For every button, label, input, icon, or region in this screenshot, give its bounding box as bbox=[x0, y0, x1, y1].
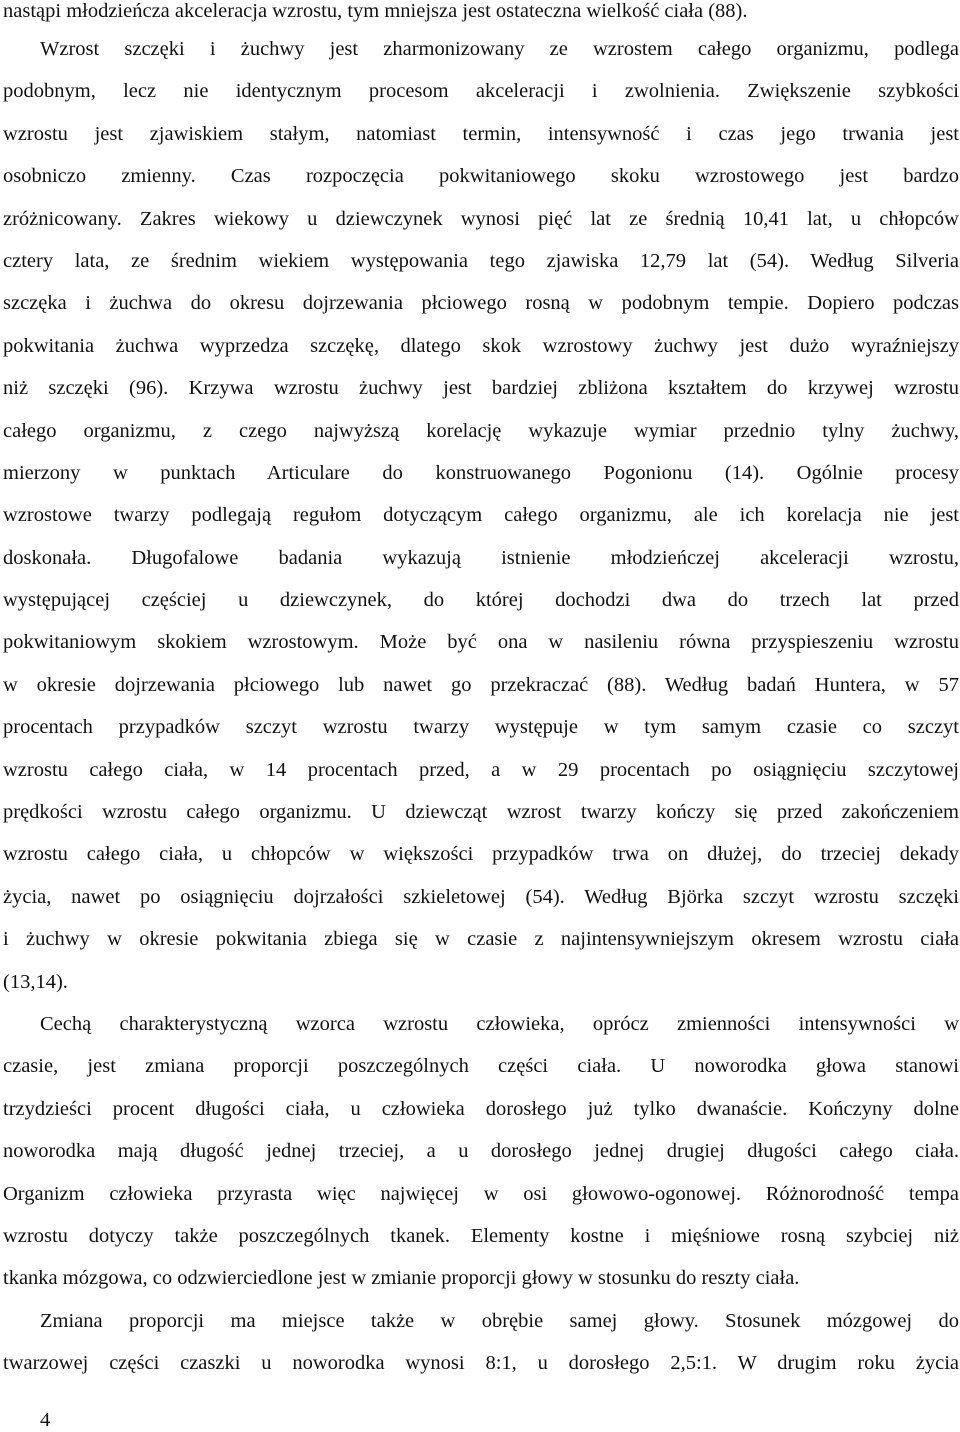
text-line: cztery lata, ze średnim wiekiem występowania tego zjawiska 12,79 lat (54). Według Silveria bbox=[3, 249, 959, 272]
text-line: niż szczęki (96). Krzywa wzrostu żuchwy jest bardziej zbliżona kształtem do krzywej wzrostu bbox=[3, 377, 959, 400]
text-line: Cechą charakterystyczną wzorca wzrostu człowieka, oprócz zmienności intensywności w bbox=[40, 1012, 959, 1035]
text-line: podobnym, lecz nie identycznym procesom akceleracji i zwolnienia. Zwiększenie szybkości bbox=[3, 80, 959, 103]
document-page bbox=[3, 0, 959, 1385]
text-line: procentach przypadków szczyt wzrostu twarzy występuje w tym samym czasie co szczyt bbox=[3, 716, 959, 739]
text-line: szczęka i żuchwa do okresu dojrzewania płciowego rosną w podobnym tempie. Dopiero podczas bbox=[3, 292, 959, 315]
text-line: wzrostu dotyczy także poszczególnych tkanek. Elementy kostne i mięśniowe rosną szybciej niż bbox=[3, 1224, 959, 1247]
text-line: tkanka mózgowa, co odzwierciedlone jest w zmianie proporcji głowy w stosunku do reszty ciała. bbox=[3, 1267, 800, 1290]
text-line: (13,14). bbox=[3, 970, 68, 993]
text-line: i żuchwy w okresie pokwitania zbiega się w czasie z najintensywniejszym okresem wzrostu ciała bbox=[3, 928, 959, 951]
text-line: mierzony w punktach Articulare do konstruowanego Pogonionu (14). Ogólnie procesy bbox=[3, 461, 959, 484]
text-line: wzrostowe twarzy podlegają regułom dotyczącym całego organizmu, ale ich korelacja nie jest bbox=[3, 504, 959, 527]
text-line: wzrostu całego ciała, w 14 procentach przed, a w 29 procentach po osiągnięciu szczytowej bbox=[3, 758, 959, 781]
text-line: wzrostu całego ciała, u chłopców w większości przypadków trwa on dłużej, do trzeciej dekady bbox=[3, 843, 959, 866]
text-line: doskonała. Długofalowe badania wykazują istnienie młodzieńczej akceleracji wzrostu, bbox=[3, 546, 959, 569]
text-line: występującej częściej u dziewczynek, do której dochodzi dwa do trzech lat przed bbox=[3, 589, 959, 612]
text-line: pokwitania żuchwa wyprzedza szczękę, dlatego skok wzrostowy żuchwy jest dużo wyraźniejszy bbox=[3, 334, 959, 357]
text-line: noworodka mają długość jednej trzeciej, a u dorosłego jednej drugiej długości całego ciała. bbox=[3, 1140, 959, 1163]
page-number: 4 bbox=[40, 1409, 51, 1431]
text-line: zróżnicowany. Zakres wiekowy u dziewczynek wynosi pięć lat ze średnią 10,41 lat, u chłopców bbox=[3, 207, 959, 230]
text-line: Organizm człowieka przyrasta więc najwięcej w osi głowowo-ogonowej. Różnorodność tempa bbox=[3, 1182, 959, 1205]
text-line: życia, nawet po osiągnięciu dojrzałości szkieletowej (54). Według Björka szczyt wzrostu szczęki bbox=[3, 885, 959, 908]
text-line: czasie, jest zmiana proporcji poszczególnych części ciała. U noworodka głowa stanowi bbox=[3, 1055, 959, 1078]
text-line: wzrostu jest zjawiskiem stałym, natomiast termin, intensywność i czas jego trwania jest bbox=[3, 122, 959, 145]
text-line: nastąpi młodzieńcza akceleracja wzrostu, tym mniejsza jest ostateczna wielkość ciała (88). bbox=[3, 0, 748, 22]
text-line: osobniczo zmienny. Czas rozpoczęcia pokwitaniowego skoku wzrostowego jest bardzo bbox=[3, 165, 959, 188]
text-line: w okresie dojrzewania płciowego lub nawet go przekraczać (88). Według badań Huntera, w 57 bbox=[3, 673, 959, 696]
text-line: twarzowej części czaszki u noworodka wynosi 8:1, u dorosłego 2,5:1. W drugim roku życia bbox=[3, 1352, 959, 1375]
text-line: pokwitaniowym skokiem wzrostowym. Może być ona w nasileniu równa przyspieszeniu wzrostu bbox=[3, 631, 959, 654]
text-line: całego organizmu, z czego najwyższą korelację wykazuje wymiar przednio tylny żuchwy, bbox=[3, 419, 959, 442]
text-line: prędkości wzrostu całego organizmu. U dziewcząt wzrost twarzy kończy się przed zakończeniem bbox=[3, 801, 959, 824]
text-line: Zmiana proporcji ma miejsce także w obrębie samej głowy. Stosunek mózgowej do bbox=[40, 1309, 959, 1332]
text-line: Wzrost szczęki i żuchwy jest zharmonizowany ze wzrostem całego organizmu, podlega bbox=[40, 38, 959, 60]
text-line: trzydzieści procent długości ciała, u człowieka dorosłego już tylko dwanaście. Kończyny dolne bbox=[3, 1097, 959, 1120]
